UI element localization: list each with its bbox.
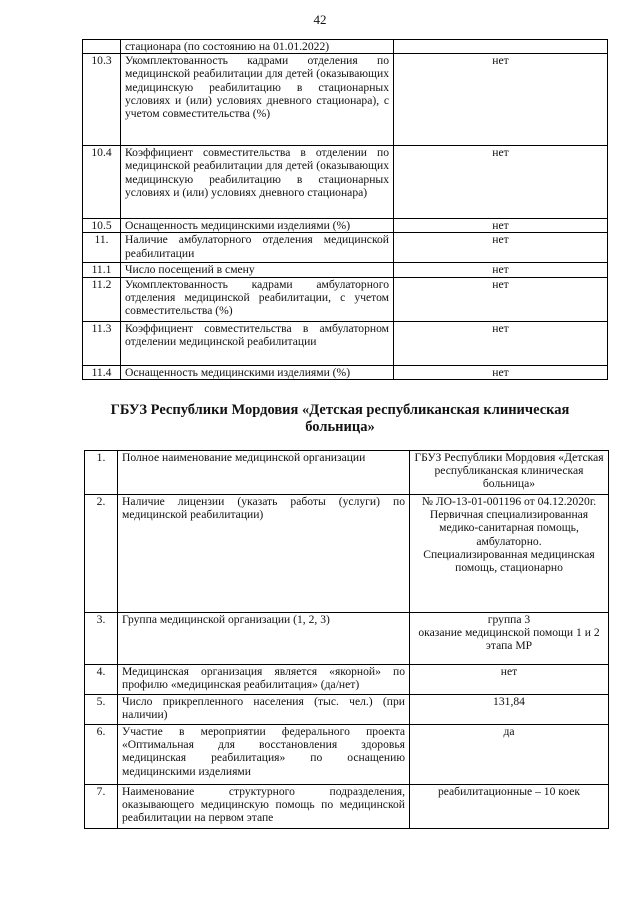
row-value: нет — [394, 277, 608, 321]
row-number: 10.5 — [83, 219, 121, 233]
table-row — [83, 219, 608, 233]
row-description: Коэффициент совместительства в отделении по медицинской реабилитации для детей (оказывающих медицинскую реабилитацию в стационарных условиях и (или) условиях дневного стационара) — [121, 146, 394, 219]
table-row — [83, 365, 608, 379]
value-line: Первичная специализированная медико-санитарная помощь, амбулаторно. — [429, 508, 589, 548]
row-description: Укомплектованность кадрами отделения по медицинской реабилитации для детей (оказывающих медицинскую реабилитацию в стационарных условиях и (или) условиях дневного стационара), с учетом совместительства (%) — [121, 54, 394, 146]
row-number: 11.2 — [83, 277, 121, 321]
row-description: Коэффициент совместительства в амбулаторном отделении медицинской реабилитации — [121, 321, 394, 365]
table-row — [83, 54, 608, 146]
row-description: Наличие лицензии (указать работы (услуги) по медицинской реабилитации) — [118, 495, 410, 613]
row-description: Укомплектованность кадрами амбулаторного отделения медицинской реабилитации, с учетом совместительства (%) — [121, 277, 394, 321]
table-row — [85, 695, 609, 725]
row-value — [410, 665, 609, 695]
value-line: нет — [500, 665, 518, 678]
row-value — [410, 725, 609, 785]
row-value — [410, 785, 609, 829]
row-number: 11. — [83, 233, 121, 263]
row-description: Наличие амбулаторного отделения медицинской реабилитации — [121, 233, 394, 263]
row-description: стационара (по состоянию на 01.01.2022) — [121, 40, 394, 54]
table-row — [85, 495, 609, 613]
table-row — [85, 665, 609, 695]
value-line: ГБУЗ Республики Мордовия «Детская республиканская клиническая больница» — [414, 451, 604, 491]
row-value: нет — [394, 54, 608, 146]
table-row — [83, 277, 608, 321]
row-number: 5. — [85, 695, 118, 725]
value-line: Специализированная медицинская помощь, стационарно — [423, 547, 595, 575]
row-description: Участие в мероприятии федерального проекта «Оптимальная для восстановления здоровья медицинская реабилитация» по оснащению медицинскими изделиями — [118, 725, 410, 785]
row-number: 10.3 — [83, 54, 121, 146]
row-number: 7. — [85, 785, 118, 829]
row-value — [410, 451, 609, 495]
row-description: Оснащенность медицинскими изделиями (%) — [121, 365, 394, 379]
row-description: Наименование структурного подразделения, оказывающего медицинскую помощь по медицинской реабилитации на первом этапе — [118, 785, 410, 829]
row-value: нет — [394, 146, 608, 219]
value-line: 131,84 — [493, 695, 525, 708]
row-value — [410, 613, 609, 665]
value-line: группа 3 — [487, 613, 531, 626]
value-line: да — [503, 725, 515, 738]
row-number: 3. — [85, 613, 118, 665]
table-row — [83, 146, 608, 219]
row-number: 11.4 — [83, 365, 121, 379]
value-line: оказание медицинской помощи 1 и 2 этапа МР — [418, 626, 600, 653]
license-number: № ЛО-13-01-001196 от 04.12.2020г. — [421, 495, 597, 508]
row-number: 6. — [85, 725, 118, 785]
row-number: 2. — [85, 495, 118, 613]
rehab-indicators-table — [82, 39, 608, 380]
table-row — [83, 263, 608, 277]
row-description: Группа медицинской организации (1, 2, 3) — [118, 613, 410, 665]
table-row — [83, 40, 608, 54]
row-number: 4. — [85, 665, 118, 695]
table-row — [83, 321, 608, 365]
table-row — [85, 451, 609, 495]
value-line: реабилитационные – 10 коек — [437, 785, 581, 798]
row-value: нет — [394, 365, 608, 379]
row-number: 11.3 — [83, 321, 121, 365]
table-row — [85, 725, 609, 785]
page-number: 42 — [313, 12, 327, 27]
organization-profile-table — [84, 450, 609, 829]
row-value: нет — [394, 263, 608, 277]
row-description: Число прикрепленного населения (тыс. чел.) (при наличии) — [118, 695, 410, 725]
row-description: Медицинская организация является «якорной» по профилю «медицинская реабилитация» (да/нет) — [118, 665, 410, 695]
row-description: Полное наименование медицинской организации — [118, 451, 410, 495]
row-number: 10.4 — [83, 146, 121, 219]
row-description: Число посещений в смену — [121, 263, 394, 277]
row-value — [410, 695, 609, 725]
table-row — [83, 233, 608, 263]
table-row — [85, 613, 609, 665]
row-description: Оснащенность медицинскими изделиями (%) — [121, 219, 394, 233]
row-value: нет — [394, 321, 608, 365]
row-number: 11.1 — [83, 263, 121, 277]
row-number: 1. — [85, 451, 118, 495]
table-row — [85, 785, 609, 829]
section-heading: ГБУЗ Республики Мордовия «Детская республиканская клиническая больница» — [110, 402, 570, 435]
row-value — [410, 495, 609, 613]
row-value — [394, 40, 608, 54]
row-value: нет — [394, 233, 608, 263]
row-number — [83, 40, 121, 54]
row-value: нет — [394, 219, 608, 233]
